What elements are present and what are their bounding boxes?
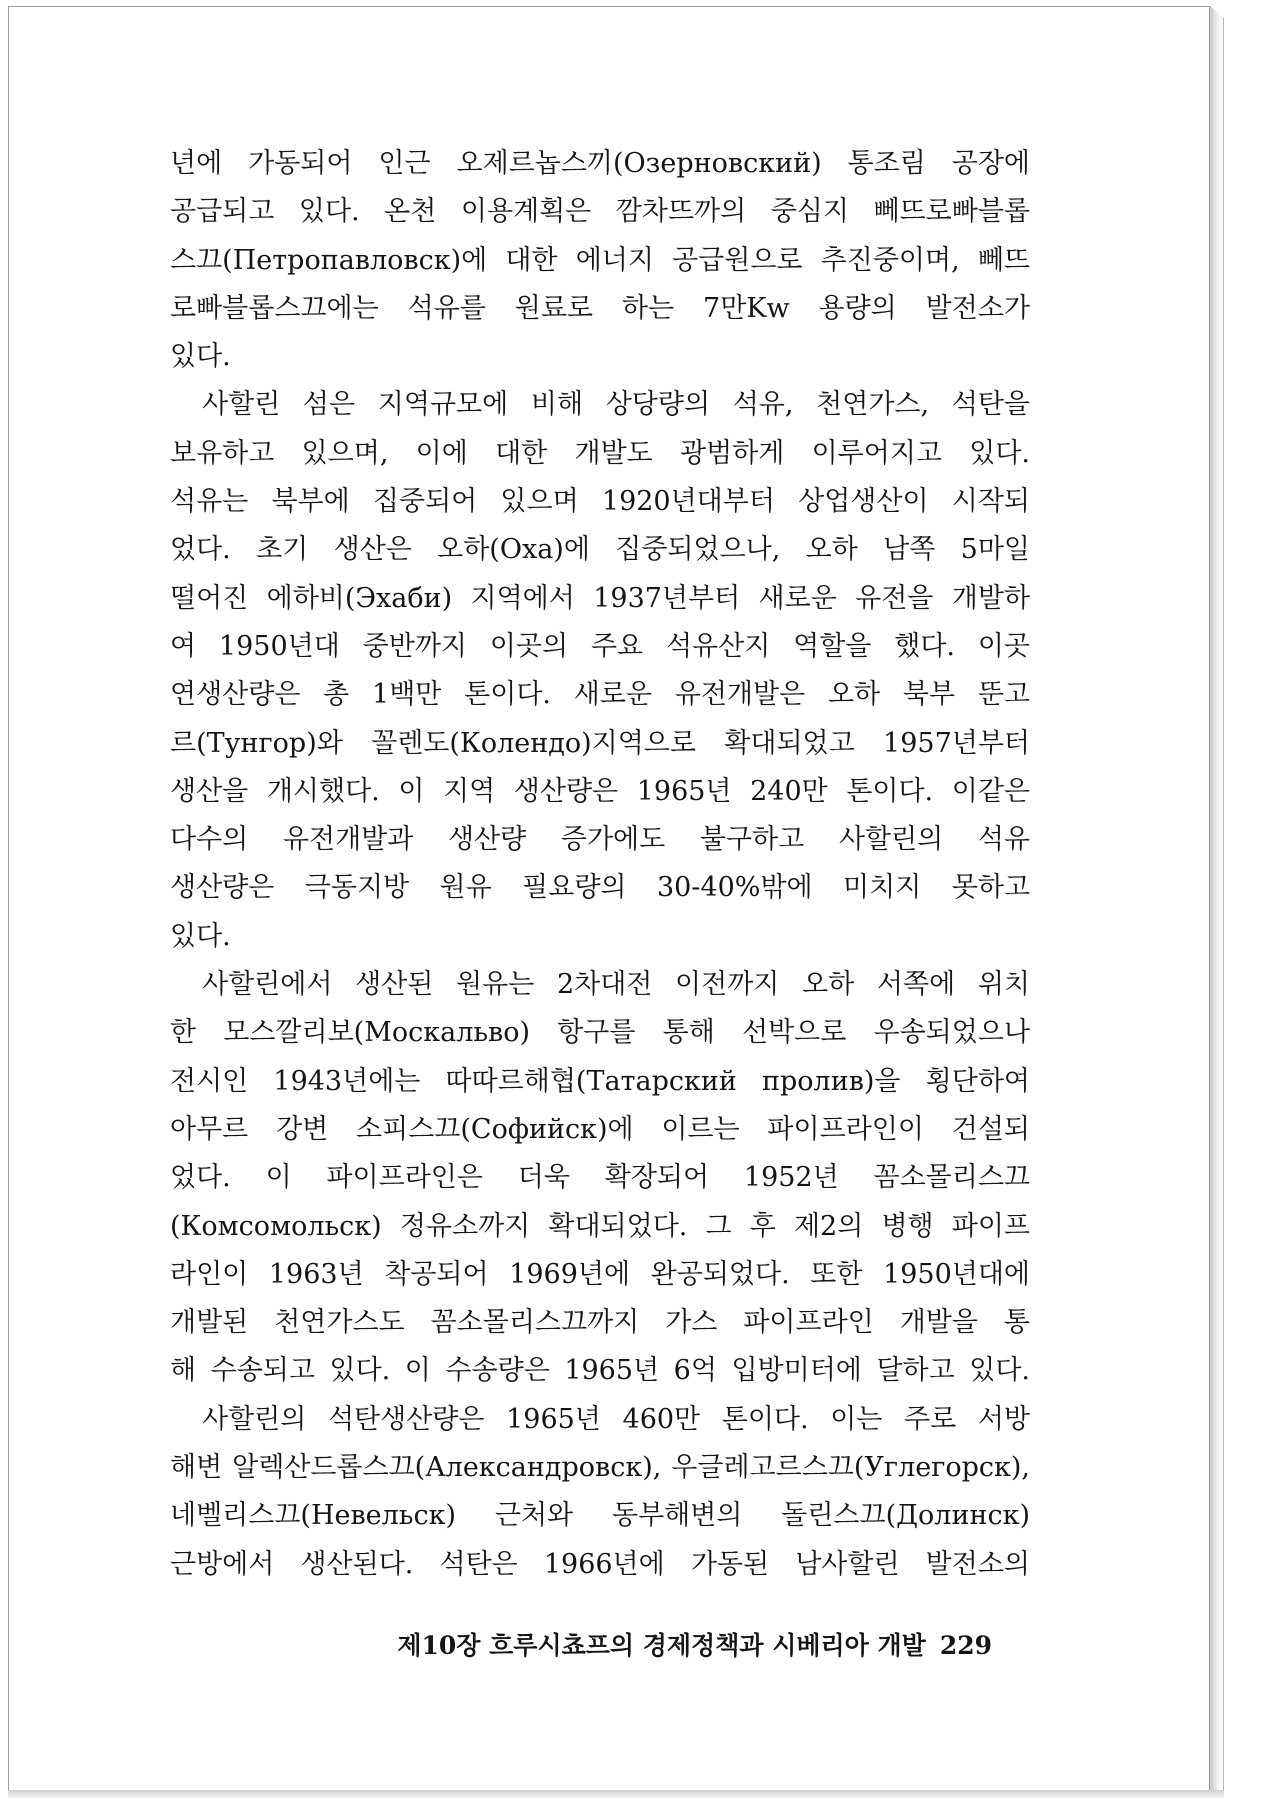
text-line: 해변 알렉산드롭스끄(Александровск), 우글레고르스끄(Углегорск), [170, 1452, 1030, 1484]
text-line: 사할린에서 생산된 원유는 2차대전 이전까지 오하 서쪽에 위치 [202, 969, 1030, 1001]
text-line: 라인이 1963년 착공되어 1969년에 완공되었다. 또한 1950년대에 [170, 1258, 1030, 1290]
text-line: 아무르 강변 소피스끄(Софийск)에 이르는 파이프라인이 건설되 [170, 1113, 1030, 1145]
text-line: 한 모스깔리보(Москальво) 항구를 통해 선박으로 우송되었으나 [170, 1017, 1030, 1049]
text-line: 석유는 북부에 집중되어 있으며 1920년대부터 상업생산이 시작되 [170, 486, 1030, 518]
text-line: 있다. [170, 920, 231, 952]
text-line: 르(Тунгор)와 꼴렌도(Колендо)지역으로 확대되었고 1957년부터 [170, 727, 1030, 759]
page-bottom-shadow [8, 1790, 1224, 1798]
page-edge-shadow [1210, 6, 1224, 1796]
text-line: 전시인 1943년에는 따따르해협(Татарский пролив)을 횡단하여 [170, 1065, 1030, 1097]
text-line: 있다. [170, 341, 231, 373]
text-line: 근방에서 생산된다. 석탄은 1966년에 가동된 남사할린 발전소의 [170, 1548, 1030, 1580]
text-line: 생산량은 극동지방 원유 필요량의 30-40%밖에 미치지 못하고 [170, 872, 1030, 904]
text-line: 연생산량은 총 1백만 톤이다. 새로운 유전개발은 오하 북부 뚠고 [170, 679, 1030, 711]
text-line: 었다. 이 파이프라인은 더욱 확장되어 1952년 꼼소몰리스끄 [170, 1162, 1030, 1194]
text-line: 생산을 개시했다. 이 지역 생산량은 1965년 240만 톤이다. 이같은 [170, 775, 1030, 807]
body-text [170, 140, 1030, 1589]
text-line: 었다. 초기 생산은 오하(Оха)에 집중되었으나, 오하 남쪽 5마일 [170, 534, 1030, 566]
text-line: 떨어진 에하비(Эхаби) 지역에서 1937년부터 새로운 유전을 개발하 [170, 582, 1030, 614]
text-line: (Комсомольск) 정유소까지 확대되었다. 그 후 제2의 병행 파이프 [170, 1210, 1030, 1242]
text-line: 해 수송되고 있다. 이 수송량은 1965년 6억 입방미터에 달하고 있다. [170, 1355, 1030, 1387]
text-line: 로빠블롭스끄에는 석유를 원료로 하는 7만Kw 용량의 발전소가 [170, 292, 1030, 324]
text-line: 네벨리스끄(Невельск) 근처와 동부해변의 돌린스끄(Долинск) [170, 1500, 1030, 1532]
text-line: 년에 가동되어 인근 오제르놉스끼(Озерновский) 통조림 공장에 [170, 148, 1030, 179]
text-line: 스끄(Петропавловск)에 대한 에너지 공급원으로 추진중이며, 뻬뜨 [170, 244, 1030, 276]
page-footer [170, 1626, 992, 1662]
text-line: 개발된 천연가스도 꼼소몰리스끄까지 가스 파이프라인 개발을 통 [170, 1307, 1030, 1339]
page-number: 229 [939, 1631, 992, 1660]
text-line: 공급되고 있다. 온천 이용계획은 깜차뜨까의 중심지 뻬뜨로빠블롭 [170, 196, 1030, 228]
running-head: 제10장 흐루시쵸프의 경제정책과 시베리아 개발 [397, 1631, 926, 1660]
text-line: 사할린 섬은 지역규모에 비해 상당량의 석유, 천연가스, 석탄을 [202, 389, 1030, 421]
text-line: 사할린의 석탄생산량은 1965년 460만 톤이다. 이는 주로 서방 [202, 1403, 1030, 1435]
text-line: 다수의 유전개발과 생산량 증가에도 불구하고 사할린의 석유 [170, 824, 1030, 856]
text-line: 보유하고 있으며, 이에 대한 개발도 광범하게 이루어지고 있다. [170, 437, 1030, 469]
text-line: 여 1950년대 중반까지 이곳의 주요 석유산지 역할을 했다. 이곳 [170, 630, 1030, 662]
